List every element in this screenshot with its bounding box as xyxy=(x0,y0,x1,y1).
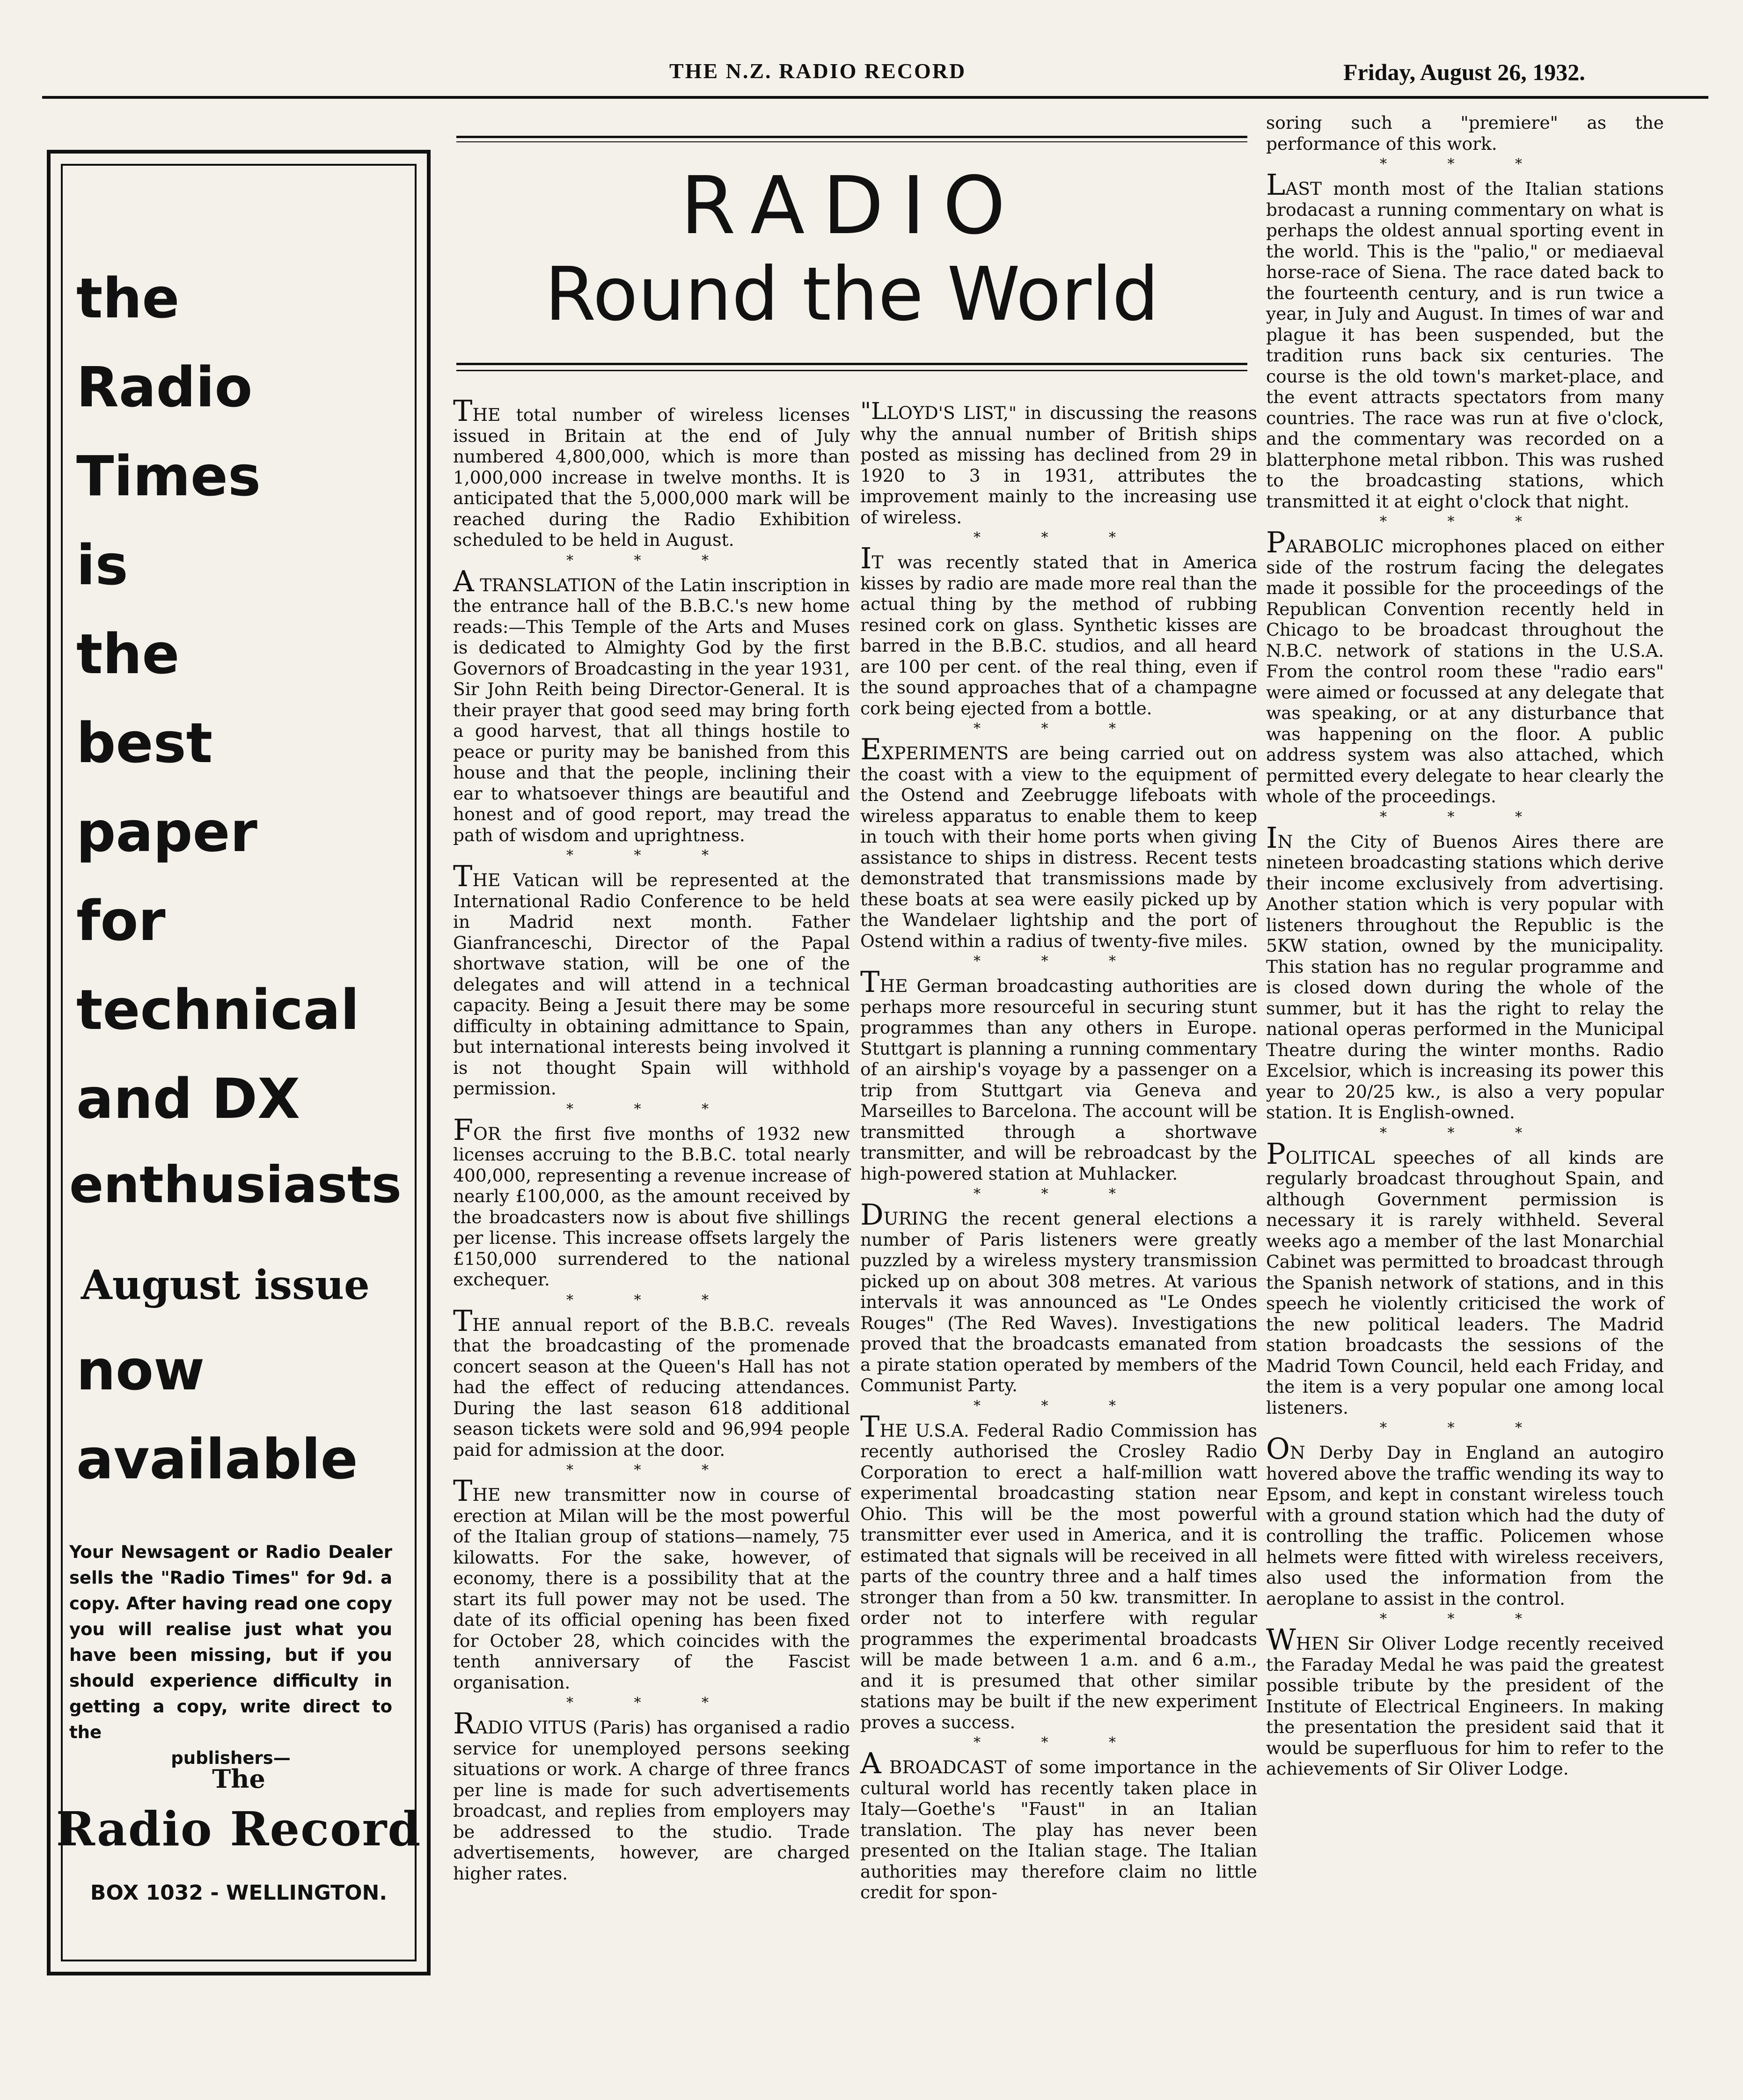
drop-initial: T xyxy=(453,394,473,428)
section-divider: * * * xyxy=(566,1462,737,1478)
drop-initial: W xyxy=(1266,1623,1296,1657)
drop-initial: F xyxy=(453,1112,474,1147)
drop-initial: I xyxy=(1266,820,1278,855)
article-text: OLITICAL speeches of all kinds are regularly broadcast throughout Spain, and although Government permission is necessary it is rarely withheld. Several weeks ago a member of the last Monarchial Cabinet was permitted to broadcast through the Spanish network of stations, and in this speech he violently criticised the work of the new political leaders. The Madrid station broadcasts the sessions of the Madrid Town Council, held each Friday, and the item is a very popular one among local listeners. xyxy=(1266,1147,1664,1418)
section-divider: * * * xyxy=(1379,1124,1551,1141)
advert-address: BOX 1032 - WELLINGTON. xyxy=(90,1881,388,1905)
section-divider: * * * xyxy=(973,1734,1144,1751)
article-text: XPERIMENTS are being carried out on the coast with a view to the equipment of the Ostend and Zeebrugge lifeboats with wireless apparatus to enable them to keep in touch with their home ports when giving assistance to ships in distress. Recent tests demonstrated that transmissions made by these boats at sea were easily picked up by the Wandelaer lightship and the port of Ostend within a radius of twenty-five miles. xyxy=(860,743,1257,951)
article-continuation xyxy=(1266,112,1664,154)
advert-note xyxy=(69,1539,392,1771)
article-text: LOYD'S LIST," in discussing the reasons why the annual number of British ships posted as missing has declined from 29 in 1920 to 3 in 1931, attributes the improvement mainly to the increasing use of wireless. xyxy=(860,403,1257,528)
section-divider: * * * xyxy=(1379,808,1551,825)
column-3 xyxy=(1266,112,1664,1780)
advert-now: now xyxy=(76,1338,205,1402)
article xyxy=(453,1474,850,1693)
article xyxy=(453,1706,850,1884)
article-text: HEN Sir Oliver Lodge recently received the Faraday Medal he was paid the greatest possible tribute by the president of the Institute of Electrical Engineers. In making the presentation the president said that it would be superfluous for him to refer to the achievements of Sir Oliver Lodge. xyxy=(1266,1633,1664,1779)
article xyxy=(860,397,1257,528)
article xyxy=(860,1197,1257,1396)
article-text: OR the first five months of 1932 new licenses accruing to the B.B.C. total nearly 400,000, representing a revenue increase of nearly £100,000, as the amount received by the broadcasters now is about five shillings per license. This increase offsets largely the £150,000 surrendered to the national exchequer. xyxy=(453,1123,850,1290)
drop-initial: I xyxy=(860,541,872,575)
advert-line: technical xyxy=(76,977,359,1042)
article-text: HE German broadcasting authorities are perhaps more resourceful in securing stunt programmes than any others in Europe. Stuttgart is planning a running commentary of an airship's voyage by a passenger on a trip from Stuttgart via Geneva and Marseilles to Barcelona. The account will be transmitted through a shortwave transmitter, and will be rebroadcast by the high-powered station at Muhlacker. xyxy=(860,976,1257,1184)
drop-initial: O xyxy=(1266,1432,1290,1466)
article xyxy=(453,859,850,1099)
article-text: T was recently stated that in America kisses by radio are made more real than the actual thing by the method of rubbing resined cork on glass. Synthetic kisses are barred in the B.B.C. studios, and all heard are 100 per cent. of the real thing, even if the sound approaches that of a champagne cork being ejected from a bottle. xyxy=(860,552,1257,719)
section-divider: * * * xyxy=(566,1101,737,1117)
radio-times-advert xyxy=(47,150,431,1975)
article-text: N Derby Day in England an autogiro hovered above the traffic wending its way to Epsom, and kept in constant wireless touch with a ground station which had the duty of controlling the traffic. Policemen whose helmets were fitted with wireless receivers, also used the information from the aeroplane to assist in the control. xyxy=(1266,1442,1664,1609)
article-text: soring such a "premiere" as the performance of this work. xyxy=(1266,112,1664,154)
title-rule-top xyxy=(456,136,1247,138)
article xyxy=(453,564,850,846)
article xyxy=(860,1409,1257,1733)
article-text: HE annual report of the B.B.C. reveals that the broadcasting of the promenade concert season at the Queen's Hall has not had the effect of reducing attendances. During the last season 618 additional season tickets were sold and 96,994 people paid for admission at the door. xyxy=(453,1314,850,1460)
section-divider: * * * xyxy=(1379,1611,1551,1627)
drop-initial: T xyxy=(860,1409,880,1444)
article xyxy=(453,1303,850,1461)
drop-initial: D xyxy=(860,1197,884,1232)
advert-line: is xyxy=(76,533,128,597)
advert-line: Radio xyxy=(76,355,253,419)
article xyxy=(1266,820,1664,1123)
article xyxy=(1266,1136,1664,1418)
section-divider: * * * xyxy=(1379,1420,1551,1436)
advert-line: and DX xyxy=(76,1066,300,1131)
article xyxy=(1266,1623,1664,1779)
advert-line: the xyxy=(76,266,180,330)
section-divider: * * * xyxy=(566,1292,737,1308)
section-divider: * * * xyxy=(566,847,737,864)
column-2 xyxy=(860,397,1257,1904)
advert-line: Times xyxy=(76,444,261,508)
drop-initial: P xyxy=(1266,525,1286,559)
title-rule-top-thin xyxy=(456,141,1247,142)
advert-line: the xyxy=(76,622,180,686)
column-1 xyxy=(453,394,850,1885)
article-text: HE total number of wireless licenses issued in Britain at the end of July numbered 4,800,000, which is more than 1,000,000 increase in twelve months. It is anticipated that the 5,000,000 mark will be reached during the Radio Exhibition scheduled to be held in August. xyxy=(453,404,850,550)
article xyxy=(1266,1432,1664,1609)
article-text: ARABOLIC microphones placed on either side of the rostrum facing the delegates made it possible for the proceedings of the Republican Convention recently held in Chicago to be broadcast throughout the N.B.C. network of stations in the U.S.A. From the control room these "radio ears" were aimed or focussed at any delegate that was speaking, or at any disturbance that was happening on the floor. A public address system was also attached, which permitted every delegate to hear clearly the whole of the proceedings. xyxy=(1266,536,1664,807)
advert-line: best xyxy=(76,711,213,775)
drop-initial: T xyxy=(453,1474,473,1508)
section-divider: * * * xyxy=(973,1186,1144,1202)
article-text: HE new transmitter now in course of erection at Milan will be the most powerful of the Italian group of stations—namely, 75 kilowatts. For the sake, however, of economy, there is a possibility that at the start its full power may not be used. The date of its official opening has been fixed for October 28, which coincides with the tenth anniversary of the Fascist organisation. xyxy=(453,1484,850,1693)
drop-initial: A xyxy=(860,1746,881,1780)
advert-available: available xyxy=(76,1427,358,1491)
page-title-radio: RADIO xyxy=(680,160,1024,252)
title-rule-bottom xyxy=(456,363,1247,365)
section-divider: * * * xyxy=(566,1695,737,1711)
drop-initial: R xyxy=(453,1706,475,1740)
article xyxy=(1266,168,1664,512)
article xyxy=(860,541,1257,719)
section-divider: * * * xyxy=(973,953,1144,969)
section-divider: * * * xyxy=(973,1397,1144,1414)
header-rule xyxy=(42,96,1708,99)
advert-publishers: publishers— xyxy=(171,1748,291,1768)
article xyxy=(860,1746,1257,1903)
article xyxy=(453,394,850,551)
drop-initial: T xyxy=(453,1303,473,1338)
advert-line: for xyxy=(76,888,166,953)
article-text: TRANSLATION of the Latin inscription in the entrance hall of the B.B.C.'s new home reads:—This Temple of the Arts and Muses is dedicated to Almighty God by the first Governors of Broadcasting in the year 1931, Sir John Reith being Director-General. It is their prayer that good seed may bring forth a good harvest, that all things hostile to peace or purity may be banished from this house and that the people, inclining their ear to whatsoever things are beautiful and honest and of good report, may tread the path of wisdom and uprightness. xyxy=(453,574,850,845)
advert-note-text: Your Newsagent or Radio Dealer sells the "Radio Times" for 9d. a copy. After having read one copy you will realise just what you have been missing, but if you should experience difficulty in getting a copy, write direct to the xyxy=(69,1542,392,1742)
advert-line: paper xyxy=(76,800,257,864)
article xyxy=(453,1112,850,1290)
drop-initial: E xyxy=(860,732,882,766)
article-text: URING the recent general elections a number of Paris listeners were greatly puzzled by a wireless mystery transmission picked up on about 308 metres. At various intervals it was announced as "Le Ondes Rouges" (The Red Waves). Investigations proved that the broadcasts emanated from a pirate station operated by members of the Communist Party. xyxy=(860,1208,1257,1395)
advert-line: enthusiasts xyxy=(69,1156,402,1214)
drop-initial: T xyxy=(453,859,473,893)
article-text: AST month most of the Italian stations brodacast a running commentary on what is perhaps the oldest annual sporting event in the world. This is the "palio," or mediaeval horse-race of Siena. The race dated back to the fourteenth century, and is run twice a year, in July and August. In times of war and plague it has been suspended, but the tradition runs back six centuries. The course is the old town's market-place, and the event attracts spectators from many countries. The race was run at five o'clock, and the commentary was recorded on a blatterphone metal ribbon. This was rushed to the broadcasting stations, which transmitted it at eight o'clock that night. xyxy=(1266,178,1664,512)
drop-initial: "L xyxy=(860,397,887,425)
article-text: HE Vatican will be represented at the International Radio Conference to be held in Madrid next month. Father Gianfranceschi, Director of the Papal shortwave station, will be one of the delegates and will attend in a technical capacity. Being a Jesuit there may be some difficulty in obtaining admittance to Spain, but international interests being involved it is not thought Spain will withhold permission. xyxy=(453,870,850,1099)
section-divider: * * * xyxy=(1379,514,1551,530)
advert-issue: August issue xyxy=(81,1262,370,1309)
section-divider: * * * xyxy=(566,552,737,569)
drop-initial: A xyxy=(453,564,474,598)
issue-date: Friday, August 26, 1932. xyxy=(1343,59,1585,85)
masthead-title: THE N.Z. RADIO RECORD xyxy=(669,59,967,83)
section-divider: * * * xyxy=(973,529,1144,546)
article-text: ADIO VITUS (Paris) has organised a radio service for unemployed persons seeking situations or work. A charge of three francs per line is made for such advertisements broadcast, and replies from employers may be addressed to the studio. Trade advertisements, however, are charged higher rates. xyxy=(453,1717,850,1884)
article xyxy=(860,965,1257,1184)
section-divider: * * * xyxy=(1379,156,1551,172)
section-divider: * * * xyxy=(973,720,1144,737)
radio-record-logo-the: The xyxy=(212,1764,265,1794)
page-title-subtitle: Round the World xyxy=(544,251,1159,338)
drop-initial: P xyxy=(1266,1136,1286,1171)
drop-initial: L xyxy=(1266,168,1286,202)
article-text: HE U.S.A. Federal Radio Commission has recently authorised the Crosley Radio Corporation to erect a half-million watt experimental broadcasting station near Ohio. This will be the most powerful transmitter ever used in America, and it is estimated that signals will be received in all parts of the country three and a half times stronger than from a 50 kw. transmitter. In order not to interfere with regular programmes the experimental broadcasts will be made between 1 a.m. and 6 a.m., and it is presumed that other similar stations may be built if the new experiment proves a success. xyxy=(860,1420,1257,1733)
article-text: BROADCAST of some importance in the cultural world has recently taken place in Italy—Goethe's "Faust" in an Italian translation. The play has never been presented on the Italian stage. The Italian authorities may therefore claim no little credit for spon- xyxy=(860,1757,1257,1902)
radio-record-logo: Radio Record xyxy=(56,1801,422,1857)
article xyxy=(860,732,1257,951)
drop-initial: T xyxy=(860,965,880,999)
article-text: N the City of Buenos Aires there are nineteen broadcasting stations which derive their income exclusively from advertising. Another station which is very popular with listeners throughout the Republic is the 5KW station, owned by the municipality. This station has no regular programme and is closed down during the whole of the summer, but it has the right to relay the national operas performed in the Municipal Theatre during the winter months. Radio Excelsior, which is increasing its power this year to 20/25 kw., is also a very popular station. It is English-owned. xyxy=(1266,831,1664,1123)
title-rule-bottom-thin xyxy=(456,370,1247,371)
article xyxy=(1266,525,1664,807)
